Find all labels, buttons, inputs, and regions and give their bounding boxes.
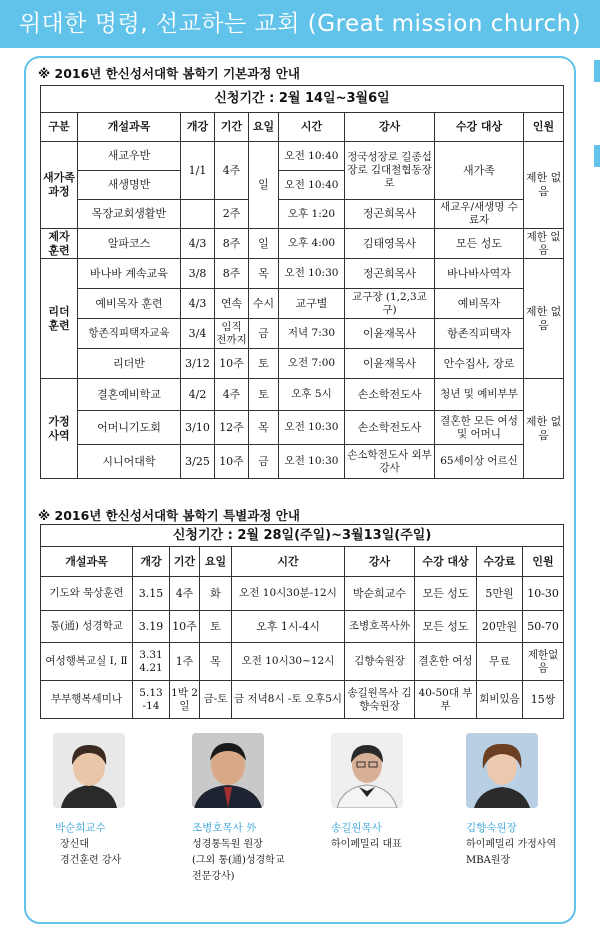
teacher-cell: 손소학전도사 <box>345 379 435 411</box>
time-cell: 오전 10:40 <box>279 142 345 171</box>
day-cell: 금 <box>249 445 279 479</box>
table-row <box>41 577 564 611</box>
period-cell: 8주 <box>215 229 249 259</box>
speaker-photo-4 <box>466 733 538 808</box>
teacher-cell: 교구장 (1,2,3교구) <box>345 289 435 319</box>
col-header: 수강 대상 <box>435 113 524 142</box>
time-cell: 오전 10:30 <box>279 411 345 445</box>
day-cell: 일 <box>249 142 279 229</box>
teacher-cell: 이윤재목사 <box>345 319 435 349</box>
col-header: 개강 <box>181 113 215 142</box>
section2-heading: ※ 2016년 한신성서대학 봄학기 특별과정 안내 <box>38 508 300 523</box>
section1-heading: ※ 2016년 한신성서대학 봄학기 기본과정 안내 <box>38 66 300 81</box>
speaker-desc: 장신대 <box>60 839 89 850</box>
speaker-desc: (그외 통(通)성경학교 <box>192 855 285 866</box>
teacher-cell: 손소학전도사 외부강사 <box>345 445 435 479</box>
teacher-cell: 정국성장로 길종섭장로 김대철협동장로 <box>345 142 435 200</box>
speaker-name: 김향숙원장 <box>466 822 517 834</box>
col-header: 개강 <box>133 547 170 577</box>
course-cell: 기도와 묵상훈련 <box>41 577 133 611</box>
target-cell: 예비목자 <box>435 289 524 319</box>
teacher-cell: 정곤희목사 <box>345 259 435 289</box>
target-cell: 40-50대 부부 <box>415 681 477 719</box>
table-header-row <box>41 113 564 142</box>
col-header: 요일 <box>200 547 232 577</box>
day-cell: 일 <box>249 229 279 259</box>
period-cell: 4주 <box>215 379 249 411</box>
period-cell: 4주 <box>170 577 200 611</box>
time-cell: 오후 5시 <box>279 379 345 411</box>
start-cell: 3.19 <box>133 611 170 643</box>
capacity-cell: 50-70 <box>523 611 564 643</box>
period-cell: 1주 <box>170 643 200 681</box>
day-cell: 목 <box>249 259 279 289</box>
start-cell: 4/2 <box>181 379 215 411</box>
period-cell: 1박 2일 <box>170 681 200 719</box>
table-row <box>41 289 564 319</box>
target-cell: 새가족 <box>435 142 524 200</box>
capacity-cell: 제한 없음 <box>524 259 564 379</box>
day-cell: 수시 <box>249 289 279 319</box>
day-cell: 토 <box>249 349 279 379</box>
col-header: 수강 대상 <box>415 547 477 577</box>
course-cell: 항존직피택자교육 <box>78 319 181 349</box>
course-cell: 부부행복세미나 <box>41 681 133 719</box>
section2-period: 신청기간 : 2월 28일(주일)~3월13일(주일) <box>41 525 564 547</box>
banner-title: 위대한 명령, 선교하는 교회 (Great mission church) <box>0 0 600 48</box>
speaker-name: 조병호목사 外 <box>192 822 257 834</box>
fee-cell: 20만원 <box>477 611 523 643</box>
time-cell: 오전 10:30 <box>279 445 345 479</box>
table-row <box>41 142 564 171</box>
teacher-cell: 정곤희목사 <box>345 200 435 229</box>
table-row <box>41 445 564 479</box>
time-cell: 오전 10:30 <box>279 259 345 289</box>
course-cell: 어머니기도회 <box>78 411 181 445</box>
start-cell: 4/3 <box>181 289 215 319</box>
capacity-cell: 10-30 <box>523 577 564 611</box>
period-cell: 연속 <box>215 289 249 319</box>
group-label: 리더 훈련 <box>41 259 78 379</box>
speaker-desc: 성경통독원 원장 <box>192 839 263 850</box>
col-header: 개설과목 <box>78 113 181 142</box>
col-header: 인원 <box>524 113 564 142</box>
speaker-desc: 경건훈련 강사 <box>60 855 122 866</box>
course-cell: 바나바 계속교육 <box>78 259 181 289</box>
col-header: 개설과목 <box>41 547 133 577</box>
target-cell: 결혼한 여성 <box>415 643 477 681</box>
target-cell: 모든 성도 <box>435 229 524 259</box>
fee-cell: 회비있음 <box>477 681 523 719</box>
start-cell: 3/12 <box>181 349 215 379</box>
capacity-cell: 제한없음 <box>523 643 564 681</box>
day-cell: 토 <box>249 379 279 411</box>
teacher-cell: 조병호목사外 <box>345 611 415 643</box>
start-cell: 3.15 <box>133 577 170 611</box>
start-cell: 5.13 -14 <box>133 681 170 719</box>
capacity-cell: 제한 없음 <box>524 229 564 259</box>
teacher-cell: 이윤재목사 <box>345 349 435 379</box>
teacher-cell: 김태영목사 <box>345 229 435 259</box>
time-cell: 오전 7:00 <box>279 349 345 379</box>
period-cell: 10주 <box>170 611 200 643</box>
side-tab-bottom <box>594 145 600 167</box>
time-cell: 오후 1시-4시 <box>232 611 345 643</box>
teacher-cell: 송길원목사 김향숙원장 <box>345 681 415 719</box>
speaker-photo-1 <box>53 733 125 808</box>
table-row <box>41 379 564 411</box>
table-row <box>41 349 564 379</box>
col-header: 수강료 <box>477 547 523 577</box>
target-cell: 바나바사역자 <box>435 259 524 289</box>
side-tab-top <box>594 60 600 82</box>
start-cell: 1/1 <box>181 142 215 200</box>
basic-course-table <box>40 85 564 479</box>
start-cell: 3/8 <box>181 259 215 289</box>
period-cell: 2주 <box>215 200 249 229</box>
day-cell: 목 <box>200 643 232 681</box>
period-cell: 12주 <box>215 411 249 445</box>
col-header: 인원 <box>523 547 564 577</box>
course-cell: 결혼예비학교 <box>78 379 181 411</box>
target-cell: 모든 성도 <box>415 577 477 611</box>
table-row <box>41 229 564 259</box>
start-cell: 3.31 4.21 <box>133 643 170 681</box>
table-row <box>41 411 564 445</box>
col-header: 기간 <box>170 547 200 577</box>
speaker-photo-3 <box>331 733 403 808</box>
capacity-cell: 제한 없음 <box>524 142 564 229</box>
speaker-desc: 하이페밀리 가정사역 <box>466 839 557 850</box>
period-cell: 4주 <box>215 142 249 200</box>
period-cell: 임직 전까지 <box>215 319 249 349</box>
time-cell: 금 저녁8시 -토 오후5시 <box>232 681 345 719</box>
time-cell: 저녁 7:30 <box>279 319 345 349</box>
start-cell: 4/3 <box>181 229 215 259</box>
table-row <box>41 319 564 349</box>
speaker-name: 박순희교수 <box>55 822 106 834</box>
col-header: 요일 <box>249 113 279 142</box>
course-cell: 알파코스 <box>78 229 181 259</box>
period-cell: 10주 <box>215 349 249 379</box>
time-cell: 오전 10시30~12시 <box>232 643 345 681</box>
course-cell: 새교우반 <box>78 142 181 171</box>
period-cell: 10주 <box>215 445 249 479</box>
col-header: 시간 <box>279 113 345 142</box>
day-cell: 목 <box>249 411 279 445</box>
day-cell: 금-토 <box>200 681 232 719</box>
table-row <box>41 200 564 229</box>
course-cell: 여성행복교실 Ⅰ, Ⅱ <box>41 643 133 681</box>
target-cell: 65세이상 어르신 <box>435 445 524 479</box>
speaker-desc: MBA원장 <box>466 855 511 866</box>
day-cell: 화 <box>200 577 232 611</box>
col-header: 구분 <box>41 113 78 142</box>
start-cell: 3/25 <box>181 445 215 479</box>
teacher-cell: 손소학전도사 <box>345 411 435 445</box>
period-cell: 8주 <box>215 259 249 289</box>
course-cell: 시니어대학 <box>78 445 181 479</box>
teacher-cell: 박순희교수 <box>345 577 415 611</box>
teacher-cell: 김향숙원장 <box>345 643 415 681</box>
day-cell: 토 <box>200 611 232 643</box>
course-cell: 통(通) 성경학교 <box>41 611 133 643</box>
course-cell: 예비목자 훈련 <box>78 289 181 319</box>
course-cell: 새생명반 <box>78 171 181 200</box>
speaker-name: 송길원목사 <box>331 822 382 834</box>
group-label: 가정 사역 <box>41 379 78 479</box>
col-header: 기간 <box>215 113 249 142</box>
start-cell: 3/10 <box>181 411 215 445</box>
target-cell: 항존직피택자 <box>435 319 524 349</box>
course-cell: 목장교회생활반 <box>78 200 181 229</box>
target-cell: 결혼한 모든 여성 및 어머니 <box>435 411 524 445</box>
speaker-desc: 하이페밀리 대표 <box>331 839 402 850</box>
time-cell: 오후 4:00 <box>279 229 345 259</box>
speaker-photo-2 <box>192 733 264 808</box>
time-cell: 오전 10시30분-12시 <box>232 577 345 611</box>
time-cell: 오전 10:40 <box>279 171 345 200</box>
table-header-row <box>41 547 564 577</box>
col-header: 강사 <box>345 547 415 577</box>
target-cell: 안수집사, 장로 <box>435 349 524 379</box>
start-cell: 3/4 <box>181 319 215 349</box>
section1-period: 신청기간 : 2월 14일~3월6일 <box>41 86 564 113</box>
fee-cell: 5만원 <box>477 577 523 611</box>
time-cell: 교구별 <box>279 289 345 319</box>
capacity-cell: 15쌍 <box>523 681 564 719</box>
target-cell: 새교우/새생명 수료자 <box>435 200 524 229</box>
day-cell: 금 <box>249 319 279 349</box>
table-row <box>41 681 564 719</box>
target-cell: 모든 성도 <box>415 611 477 643</box>
time-cell: 오후 1:20 <box>279 200 345 229</box>
target-cell: 청년 및 예비부부 <box>435 379 524 411</box>
group-label: 제자 훈련 <box>41 229 78 259</box>
course-cell: 리더반 <box>78 349 181 379</box>
table-row <box>41 643 564 681</box>
table-row <box>41 259 564 289</box>
special-course-table <box>40 524 564 719</box>
col-header: 시간 <box>232 547 345 577</box>
fee-cell: 무료 <box>477 643 523 681</box>
capacity-cell: 제한 없음 <box>524 379 564 479</box>
speaker-desc: 전문강사) <box>192 871 235 882</box>
table-row <box>41 611 564 643</box>
col-header: 강사 <box>345 113 435 142</box>
start-cell <box>181 200 215 229</box>
group-label: 새가족 과정 <box>41 142 78 229</box>
